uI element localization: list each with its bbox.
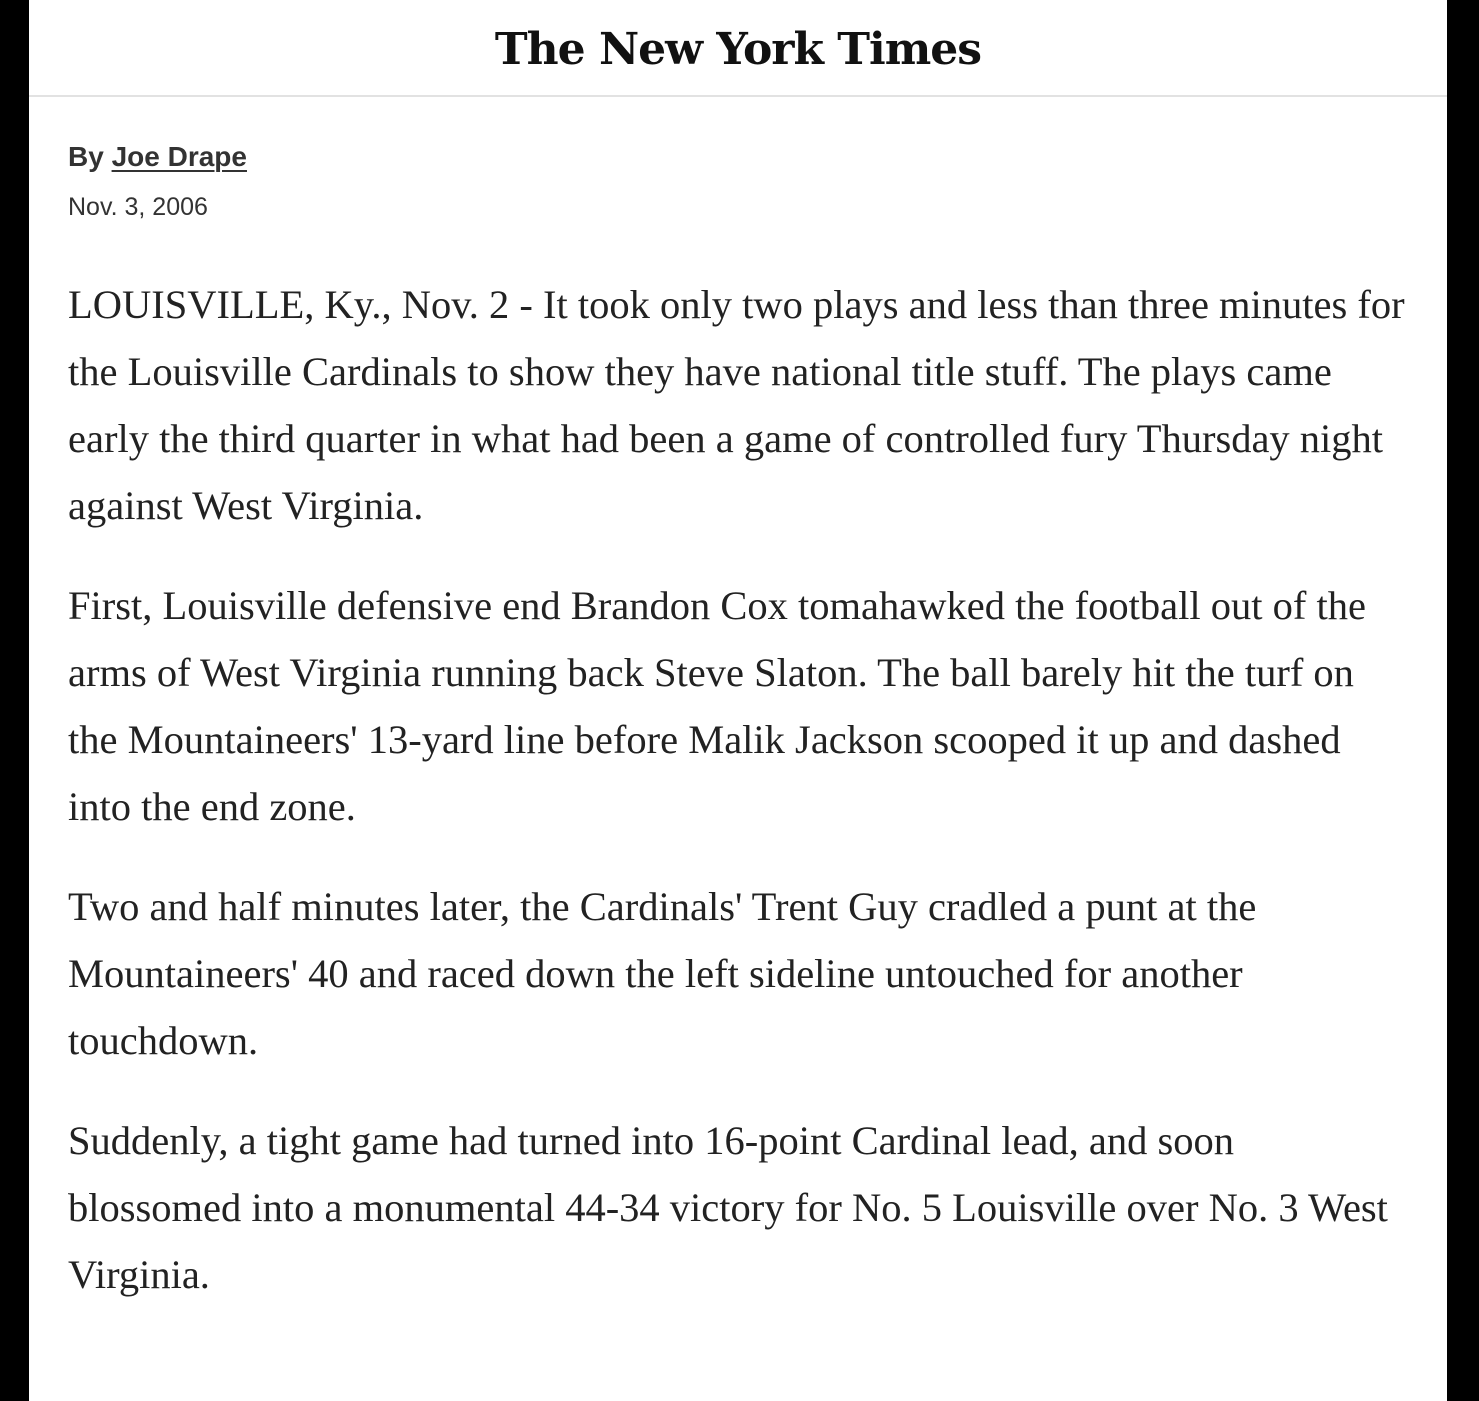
article-paragraph: Two and half minutes later, the Cardinals' Trent Guy cradled a punt at the Mountaineers' 40 and raced down the left sideline untouched for another touchdown. [68, 884, 1257, 1063]
masthead [29, 0, 1447, 97]
byline-prefix: By [68, 141, 104, 172]
article-paragraph: LOUISVILLE, Ky., Nov. 2 - It took only two plays and less than three minutes for the Louisville Cardinals to show they have national title stuff. The plays came early the third quarter in what had been a game of controlled fury Thursday night against West Virginia. [68, 282, 1405, 528]
article-body [68, 271, 1413, 1341]
article-meta [68, 137, 247, 221]
byline [68, 137, 247, 177]
publish-date: Nov. 3, 2006 [68, 193, 208, 221]
article-page [29, 0, 1447, 1401]
article-paragraph: First, Louisville defensive end Brandon Cox tomahawked the football out of the arms of West Virginia running back Steve Slaton. The ball barely hit the turf on the Mountaineers' 13-yard line before Malik Jackson scooped it up and dashed into the end zone. [68, 583, 1366, 829]
nyt-logo[interactable]: The New York Times [494, 24, 982, 75]
author-link[interactable]: Joe Drape [111, 141, 247, 172]
article-paragraph: Suddenly, a tight game had turned into 16-point Cardinal lead, and soon blossomed into a monumental 44-34 victory for No. 5 Louisville over No. 3 West Virginia. [68, 1118, 1388, 1297]
